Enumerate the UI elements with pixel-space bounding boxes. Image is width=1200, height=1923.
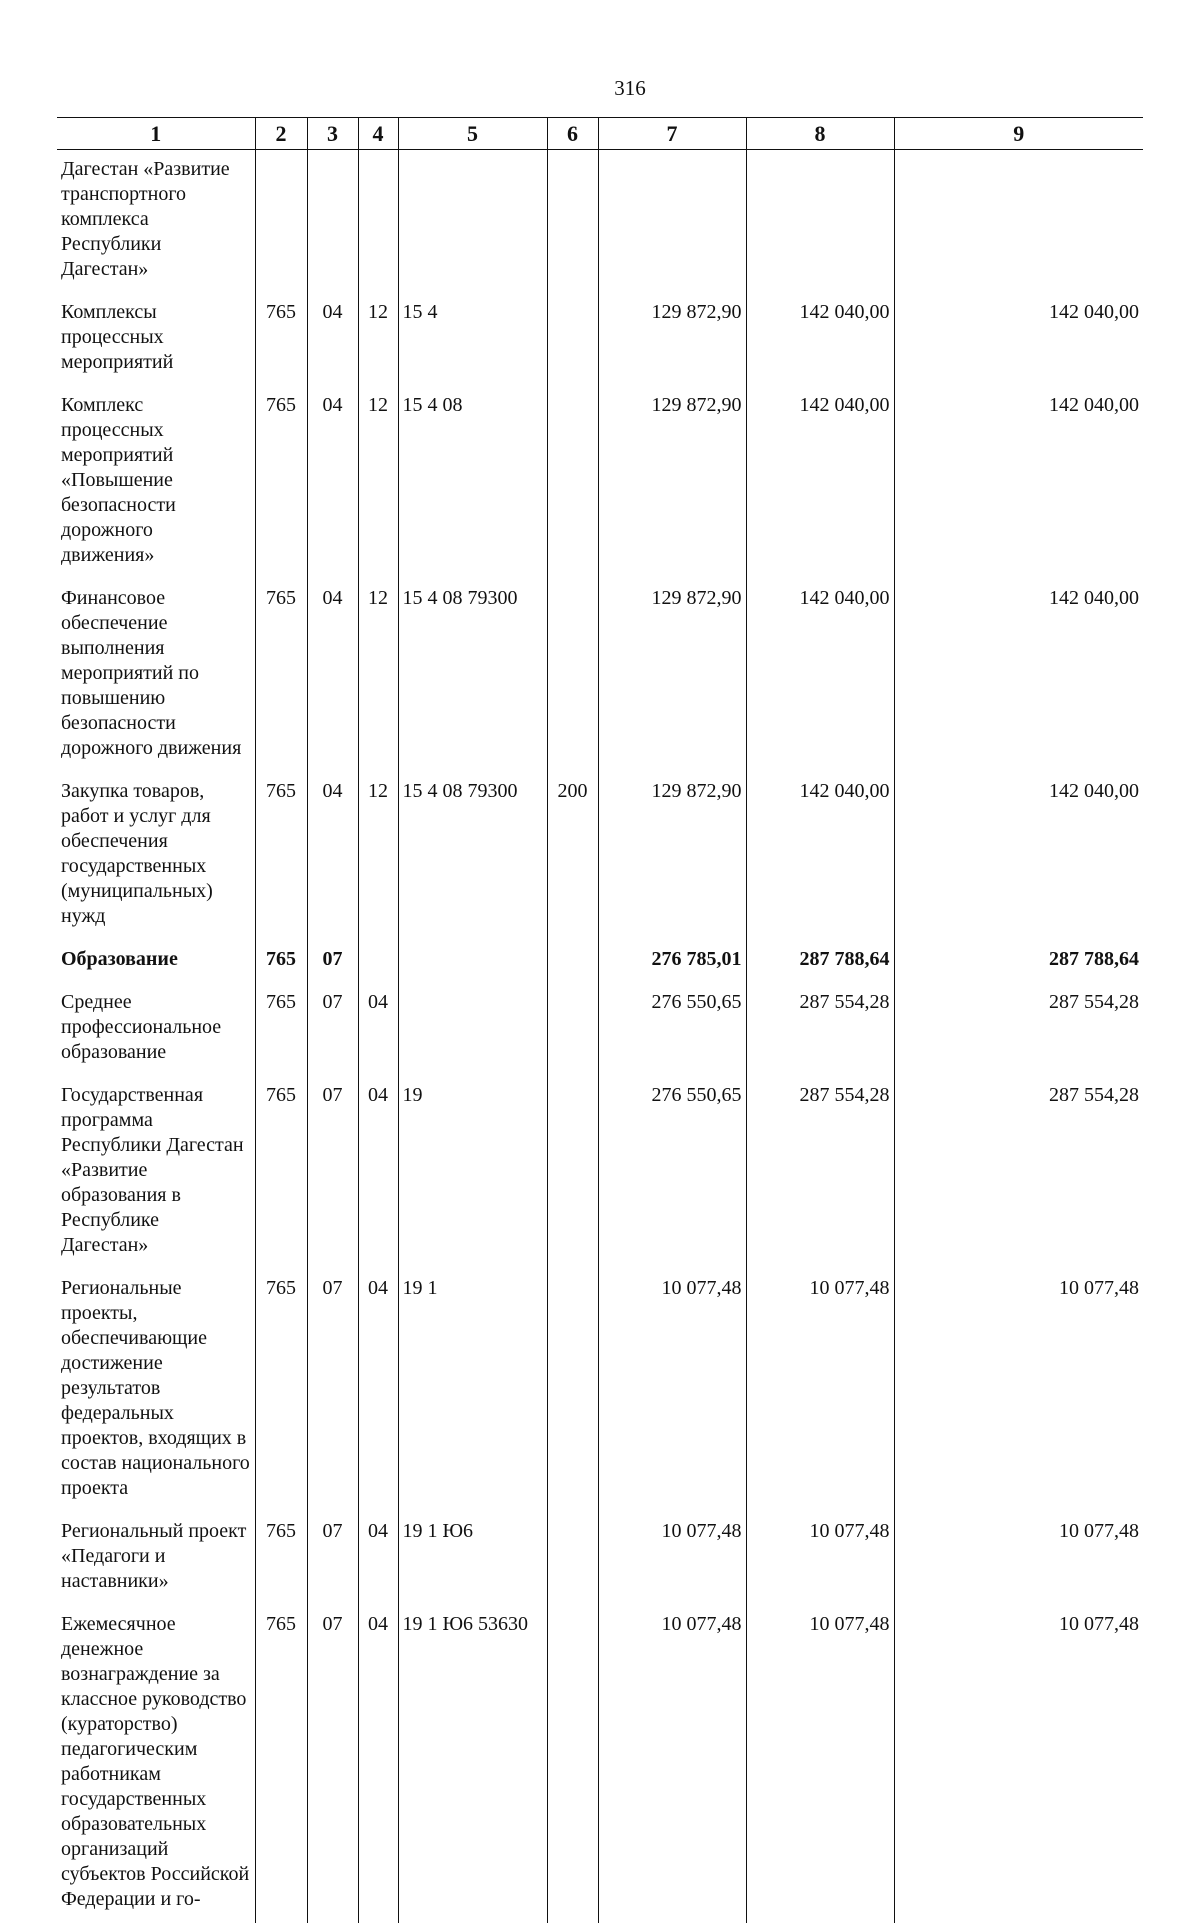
table-row	[57, 940, 1143, 983]
cell-target-article: 15 4	[398, 293, 547, 386]
row-name: Финансовое обеспечение выполнения мероприятий по повышению безопасности дорожного движения	[61, 587, 242, 759]
cell-admin-code: 765	[255, 940, 307, 983]
cell-amount-col7: 129 872,90	[598, 579, 746, 772]
cell-amount-col7: 276 550,65	[598, 983, 746, 1076]
cell-amount-col7: 10 077,48	[598, 1512, 746, 1605]
cell-subsection: 12	[358, 579, 398, 772]
cell-admin-code: 765	[255, 772, 307, 940]
cell-amount-col7: 129 872,90	[598, 293, 746, 386]
cell-admin-code	[255, 150, 307, 294]
cell-expense-type	[547, 293, 598, 386]
row-name: Комплексы процессных мероприятий	[61, 301, 174, 373]
cell-target-article: 19	[398, 1076, 547, 1269]
cell-section: 07	[307, 983, 358, 1076]
cell-section: 04	[307, 386, 358, 579]
row-name: Образование	[61, 948, 178, 970]
cell-amount-col9: 10 077,48	[894, 1605, 1143, 1923]
row-name: Ежемесячное денежное вознаграждение за классное руководство (кураторство) педагогическим работникам государственных образовательных организаций субъектов Российской Федерации и го-	[61, 1613, 250, 1910]
cell-amount-col8: 10 077,48	[746, 1269, 894, 1512]
cell-amount-col8: 287 788,64	[746, 940, 894, 983]
cell-amount-col8: 287 554,28	[746, 1076, 894, 1269]
cell-amount-col7: 129 872,90	[598, 772, 746, 940]
cell-amount-col8: 10 077,48	[746, 1512, 894, 1605]
page-number: 316	[614, 76, 646, 100]
cell-amount-col9: 287 788,64	[894, 940, 1143, 983]
cell-amount-col8: 10 077,48	[746, 1605, 894, 1923]
cell-target-article: 19 1	[398, 1269, 547, 1512]
cell-target-article	[398, 150, 547, 294]
column-header: 6	[547, 118, 598, 150]
row-name: Государственная программа Республики Дагестан «Развитие образования в Республике Дагестан»	[61, 1084, 244, 1256]
cell-expense-type	[547, 579, 598, 772]
table-row	[57, 983, 1143, 1076]
cell-subsection: 04	[358, 1269, 398, 1512]
cell-subsection: 04	[358, 1076, 398, 1269]
cell-admin-code: 765	[255, 983, 307, 1076]
column-header: 9	[894, 118, 1143, 150]
cell-subsection: 04	[358, 1512, 398, 1605]
cell-subsection: 04	[358, 1605, 398, 1923]
cell-amount-col7: 10 077,48	[598, 1269, 746, 1512]
cell-target-article	[398, 940, 547, 983]
cell-amount-col9: 10 077,48	[894, 1269, 1143, 1512]
table-row	[57, 293, 1143, 386]
cell-subsection: 12	[358, 293, 398, 386]
cell-amount-col7: 129 872,90	[598, 386, 746, 579]
cell-amount-col8	[746, 150, 894, 294]
cell-subsection: 12	[358, 386, 398, 579]
cell-amount-col9: 142 040,00	[894, 293, 1143, 386]
cell-section: 07	[307, 1605, 358, 1923]
table-row	[57, 772, 1143, 940]
column-header: 7	[598, 118, 746, 150]
cell-amount-col9	[894, 150, 1143, 294]
cell-expense-type	[547, 1269, 598, 1512]
cell-target-article: 19 1 Ю6	[398, 1512, 547, 1605]
cell-section: 04	[307, 772, 358, 940]
column-header: 1	[57, 118, 255, 150]
row-name: Среднее профессиональное образование	[61, 991, 222, 1063]
cell-amount-col7: 276 785,01	[598, 940, 746, 983]
cell-expense-type	[547, 1512, 598, 1605]
cell-expense-type	[547, 983, 598, 1076]
cell-admin-code: 765	[255, 1076, 307, 1269]
row-name: Дагестан «Развитие транспортного комплекса Республики Дагестан»	[61, 158, 230, 280]
cell-subsection	[358, 940, 398, 983]
header-row	[57, 118, 1143, 150]
cell-admin-code: 765	[255, 1269, 307, 1512]
cell-admin-code: 765	[255, 1605, 307, 1923]
row-name: Комплекс процессных мероприятий «Повышение безопасности дорожного движения»	[61, 394, 176, 566]
cell-section: 07	[307, 1076, 358, 1269]
row-name: Закупка товаров, работ и услуг для обеспечения государственных (муниципальных) нужд	[61, 780, 213, 927]
table-row	[57, 579, 1143, 772]
cell-amount-col8: 142 040,00	[746, 386, 894, 579]
cell-admin-code: 765	[255, 386, 307, 579]
cell-section: 07	[307, 1269, 358, 1512]
column-header: 2	[255, 118, 307, 150]
cell-admin-code: 765	[255, 579, 307, 772]
cell-expense-type	[547, 940, 598, 983]
table-row	[57, 1269, 1143, 1512]
cell-amount-col9: 142 040,00	[894, 386, 1143, 579]
cell-target-article: 19 1 Ю6 53630	[398, 1605, 547, 1923]
cell-subsection: 12	[358, 772, 398, 940]
column-header: 5	[398, 118, 547, 150]
cell-amount-col9: 10 077,48	[894, 1512, 1143, 1605]
cell-section: 07	[307, 940, 358, 983]
column-header: 4	[358, 118, 398, 150]
column-header: 3	[307, 118, 358, 150]
table-row	[57, 386, 1143, 579]
cell-admin-code: 765	[255, 293, 307, 386]
cell-amount-col9: 287 554,28	[894, 983, 1143, 1076]
cell-amount-col8: 287 554,28	[746, 983, 894, 1076]
cell-amount-col8: 142 040,00	[746, 293, 894, 386]
cell-amount-col8: 142 040,00	[746, 772, 894, 940]
cell-expense-type	[547, 1076, 598, 1269]
cell-target-article: 15 4 08 79300	[398, 772, 547, 940]
cell-amount-col9: 287 554,28	[894, 1076, 1143, 1269]
column-header: 8	[746, 118, 894, 150]
cell-section: 04	[307, 293, 358, 386]
cell-section: 04	[307, 579, 358, 772]
cell-amount-col7	[598, 150, 746, 294]
cell-expense-type	[547, 386, 598, 579]
cell-subsection: 04	[358, 983, 398, 1076]
table-row	[57, 1512, 1143, 1605]
cell-target-article	[398, 983, 547, 1076]
table-row	[57, 1076, 1143, 1269]
row-name: Региональные проекты, обеспечивающие достижение результатов федеральных проектов, входящих в состав национального проекта	[61, 1277, 250, 1499]
cell-admin-code: 765	[255, 1512, 307, 1605]
cell-amount-col7: 276 550,65	[598, 1076, 746, 1269]
cell-section	[307, 150, 358, 294]
cell-section: 07	[307, 1512, 358, 1605]
cell-amount-col9: 142 040,00	[894, 579, 1143, 772]
cell-target-article: 15 4 08	[398, 386, 547, 579]
cell-expense-type	[547, 1605, 598, 1923]
row-name: Региональный проект «Педагоги и наставники»	[61, 1520, 247, 1592]
table-row	[57, 150, 1143, 294]
cell-expense-type: 200	[547, 772, 598, 940]
cell-expense-type	[547, 150, 598, 294]
budget-table	[57, 117, 1143, 1923]
cell-subsection	[358, 150, 398, 294]
cell-amount-col8: 142 040,00	[746, 579, 894, 772]
table-row	[57, 1605, 1143, 1923]
cell-amount-col7: 10 077,48	[598, 1605, 746, 1923]
cell-target-article: 15 4 08 79300	[398, 579, 547, 772]
cell-amount-col9: 142 040,00	[894, 772, 1143, 940]
